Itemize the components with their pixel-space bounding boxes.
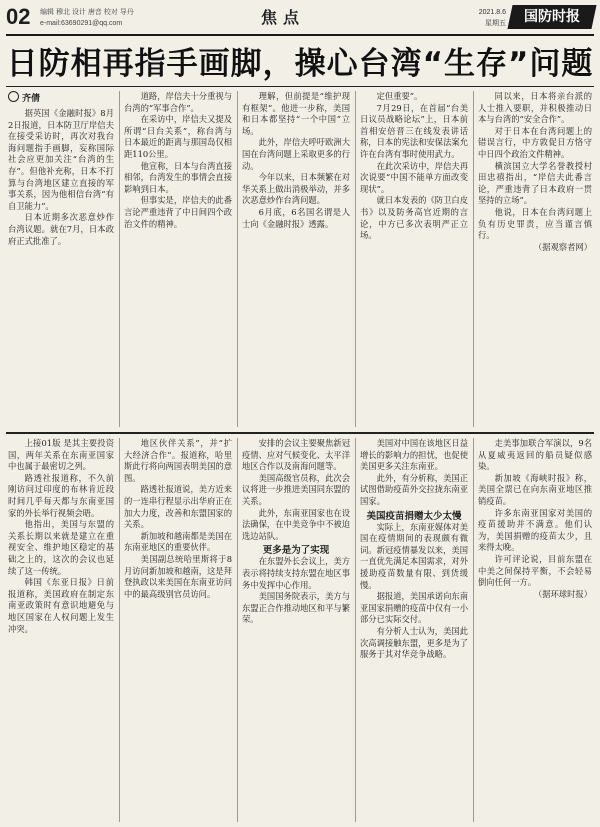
weekday: 星期五 bbox=[485, 20, 506, 27]
paragraph: 6月底，6名国名谓是人士向《金融时报》透露。 bbox=[242, 206, 350, 229]
paragraph: 理解，但前提是“维护现有框架”。他进一步称，美国和日本都坚持“一个中国”立场。 bbox=[242, 91, 350, 136]
paragraph: 横滨国立大学名誉教授村田忠禧指出，“岸信夫此番言论，严重违背了日本政府一贯坚持的立场”。 bbox=[478, 160, 592, 206]
paragraph: 实际上，东南亚媒体对美国在疫情期间的表现颇有微词。新冠疫情暴发以来，美国一直优先满足本国需求，对外援助疫苗数量有限、到货缓慢。 bbox=[360, 521, 468, 590]
paragraph: 此外，东南亚国家也在设法确保，在中美竞争中不被迫选边站队。 bbox=[242, 507, 350, 541]
column-rule bbox=[119, 91, 120, 427]
paragraph: 日本近期多次恶意炒作台湾议题。就在7月，日本政府正式批准了。 bbox=[8, 212, 114, 246]
paragraph: 7月29日，在首届“台美日议员战略论坛”上，日本前首相安倍晋三在线发表讲话称，日本的宪法和安保法案允许在台湾有事时使用武力。 bbox=[360, 102, 468, 159]
paragraph: 上接01版 是其主要投资国，两年关系在东南亚国家中也属于最密切之列。 bbox=[8, 438, 114, 472]
bottom-article-col-1 bbox=[8, 438, 114, 822]
page-number: 02 bbox=[6, 4, 31, 29]
source-credit: （据环球时报） bbox=[533, 588, 592, 599]
paragraph: 美国副总统哈里斯将于8月访问新加坡和越南，这是拜登执政以来美国在东南亚访问中的最高级别官员访问。 bbox=[124, 553, 232, 599]
paragraph: 美国对中国在该地区日益增长的影响力的担忧，也促使美国更多关注东南亚。 bbox=[360, 438, 468, 472]
section-title: 焦点 bbox=[261, 8, 306, 27]
paragraph: 在此次采访中，岸信夫再次说要“中国不能单方面改变现状”。 bbox=[360, 160, 468, 194]
paragraph: 路透社报道称，不久前刚访问过印度的布林肯近段时间几乎每天都与东南亚国家的外长举行视频会晤。 bbox=[8, 472, 114, 518]
paragraph: 他指出，美国与东盟的关系长期以来就是建立在重视安全、维护地区稳定的基础之上的，这次的会议也延续了这一传统。 bbox=[8, 519, 114, 576]
paragraph: 据报道，美国承诺向东南亚国家捐赠的疫苗中仅有一小部分已实际交付。 bbox=[360, 591, 468, 625]
paragraph: 新加坡《海峡时报》称，美国全票已在向东南亚地区推销疫苗。 bbox=[478, 472, 592, 506]
top-article-col-1 bbox=[8, 91, 114, 427]
paragraph: 路透社报道说，美方近来的一连串行程显示出华府正在加大力度，改善和东盟国家的关系。 bbox=[124, 484, 232, 530]
top-article-col-3 bbox=[242, 91, 350, 427]
editor-line: 编辑 穆北 设计 唐音 校对 导丹 bbox=[40, 9, 134, 16]
editor-credits bbox=[40, 7, 134, 29]
issue-date bbox=[479, 7, 506, 29]
column-rule bbox=[473, 438, 474, 822]
paragraph: 道路，岸信夫十分重视与台湾的“军事合作”。 bbox=[124, 91, 232, 113]
paragraph: 许多东南亚国家对美国的疫苗援助并不满意。他们认为，美国捐赠的疫苗太少，且来得太晚。 bbox=[478, 507, 592, 553]
date: 2021.8.6 bbox=[478, 9, 506, 16]
email-line: e-mail:63690291@qq.com bbox=[40, 20, 123, 27]
paragraph: 许可评论说，目前东盟在中美之间保持平衡，不会轻易倒向任何一方。 bbox=[478, 553, 592, 588]
column-rule bbox=[237, 91, 238, 427]
paragraph: 在东盟外长会议上，美方表示将持续支持东盟在地区事务中发挥中心作用。 bbox=[242, 556, 350, 590]
subheading: 美国疫苗捐赠太少太慢 bbox=[366, 510, 462, 522]
masthead-text: 国防时报 bbox=[524, 9, 580, 25]
masthead-logo bbox=[507, 5, 596, 29]
paragraph: 同以来，日本将亲台派的人士推入要职，并积极推动日本与台湾的“安全合作”。 bbox=[478, 91, 592, 125]
paragraph: 美国高级官员称，此次会议将进一步推进美国同东盟的关系。 bbox=[242, 472, 350, 506]
author-name: 齐倩 bbox=[22, 94, 41, 104]
headline: 日防相再指手画脚，操心台湾“生存”问题 bbox=[6, 46, 594, 82]
column-rule bbox=[355, 438, 356, 822]
page-header bbox=[6, 4, 594, 36]
paragraph: 此外，有分析称，美国正试图借助疫苗外交拉拢东南亚国家。 bbox=[360, 472, 468, 506]
top-article-col-4 bbox=[360, 91, 468, 427]
byline bbox=[8, 91, 114, 104]
headline-rule bbox=[6, 86, 594, 87]
subheading: 更多是为了实现 bbox=[262, 545, 330, 557]
bottom-article-col-4 bbox=[360, 438, 468, 822]
article-divider bbox=[6, 432, 594, 434]
paragraph: 此外，岸信夫呼吁欧洲大国在台湾问题上采取更多的行动。 bbox=[242, 137, 350, 171]
paragraph: 他说，日本在台湾问题上负有历史罪责，应当谨言慎行。 bbox=[478, 206, 592, 241]
bottom-article-col-5 bbox=[478, 438, 592, 822]
paragraph: 他宣称，日本与台湾直接相邻，台湾发生的事情会直接影响到日本。 bbox=[124, 160, 232, 194]
paragraph: 有分析人士认为，美国此次高调接触东盟，更多是为了服务于其对华竞争战略。 bbox=[360, 625, 468, 660]
column-rule bbox=[119, 438, 120, 822]
paragraph: 今年以来，日本频繁在对华关系上做出消极举动，并多次恶意炒作台湾问题。 bbox=[242, 172, 350, 206]
paragraph: 新加坡和越南都是美国在东南亚地区的重要伙伴。 bbox=[124, 530, 232, 553]
top-article-col-2 bbox=[124, 91, 232, 427]
paragraph: 在采访中，岸信夫又提及所谓“日台关系”，称台湾与日本最近的距离与那国岛仅相距110公里。 bbox=[124, 114, 232, 159]
top-article-col-5 bbox=[478, 91, 592, 427]
paragraph: 据英国《金融时报》8月2日报道，日本防卫厅岸信夫在接受采访时，再次对我台海问题指手画脚，妄称国际社会应更加关注“台湾的生存”。但他补充称，日本不打算与台湾地区建立直接的军事关系，因为他相信台湾“有自卫能力”。 bbox=[8, 108, 114, 211]
paragraph: 定但重要”。 bbox=[376, 91, 423, 101]
bottom-article-col-3 bbox=[242, 438, 350, 822]
paragraph: 但事实是，岸信夫的此番言论严重违背了中日间四个政治文件的精神。 bbox=[124, 195, 232, 229]
source-credit: （据观察者网） bbox=[533, 241, 592, 252]
column-rule bbox=[237, 438, 238, 822]
paragraph: 安排的会议主要聚焦新冠疫情、应对气候变化、太平洋地区合作以及南海问题等。 bbox=[242, 438, 350, 472]
column-rule bbox=[355, 91, 356, 427]
paragraph: 就日本发表的《防卫白皮书》以及防务高官近期的言论，中方已多次表明严正立场。 bbox=[360, 195, 468, 241]
paragraph: 地区伙伴关系”，并“扩大经济合作”。报道称，哈里斯此行将向两国表明美国的意图。 bbox=[124, 438, 232, 483]
author-icon bbox=[8, 91, 19, 102]
bottom-article-col-2 bbox=[124, 438, 232, 822]
paragraph: 走美事加联合军演以，9名从夏威夷返回的船员疑似感染。 bbox=[478, 438, 592, 472]
paragraph: 对于日本在台湾问题上的错误言行，中方敦促日方恪守中日四个政治文件精神。 bbox=[478, 125, 592, 159]
column-rule bbox=[473, 91, 474, 427]
paragraph: 韩国《东亚日报》日前报道称，美国政府在制定东南亚政策时有意识地避免与地区国家在人权问题上发生冲突。 bbox=[8, 577, 114, 634]
paragraph: 美国国务院表示，美方与东盟正合作推动地区和平与繁荣。 bbox=[242, 591, 350, 625]
